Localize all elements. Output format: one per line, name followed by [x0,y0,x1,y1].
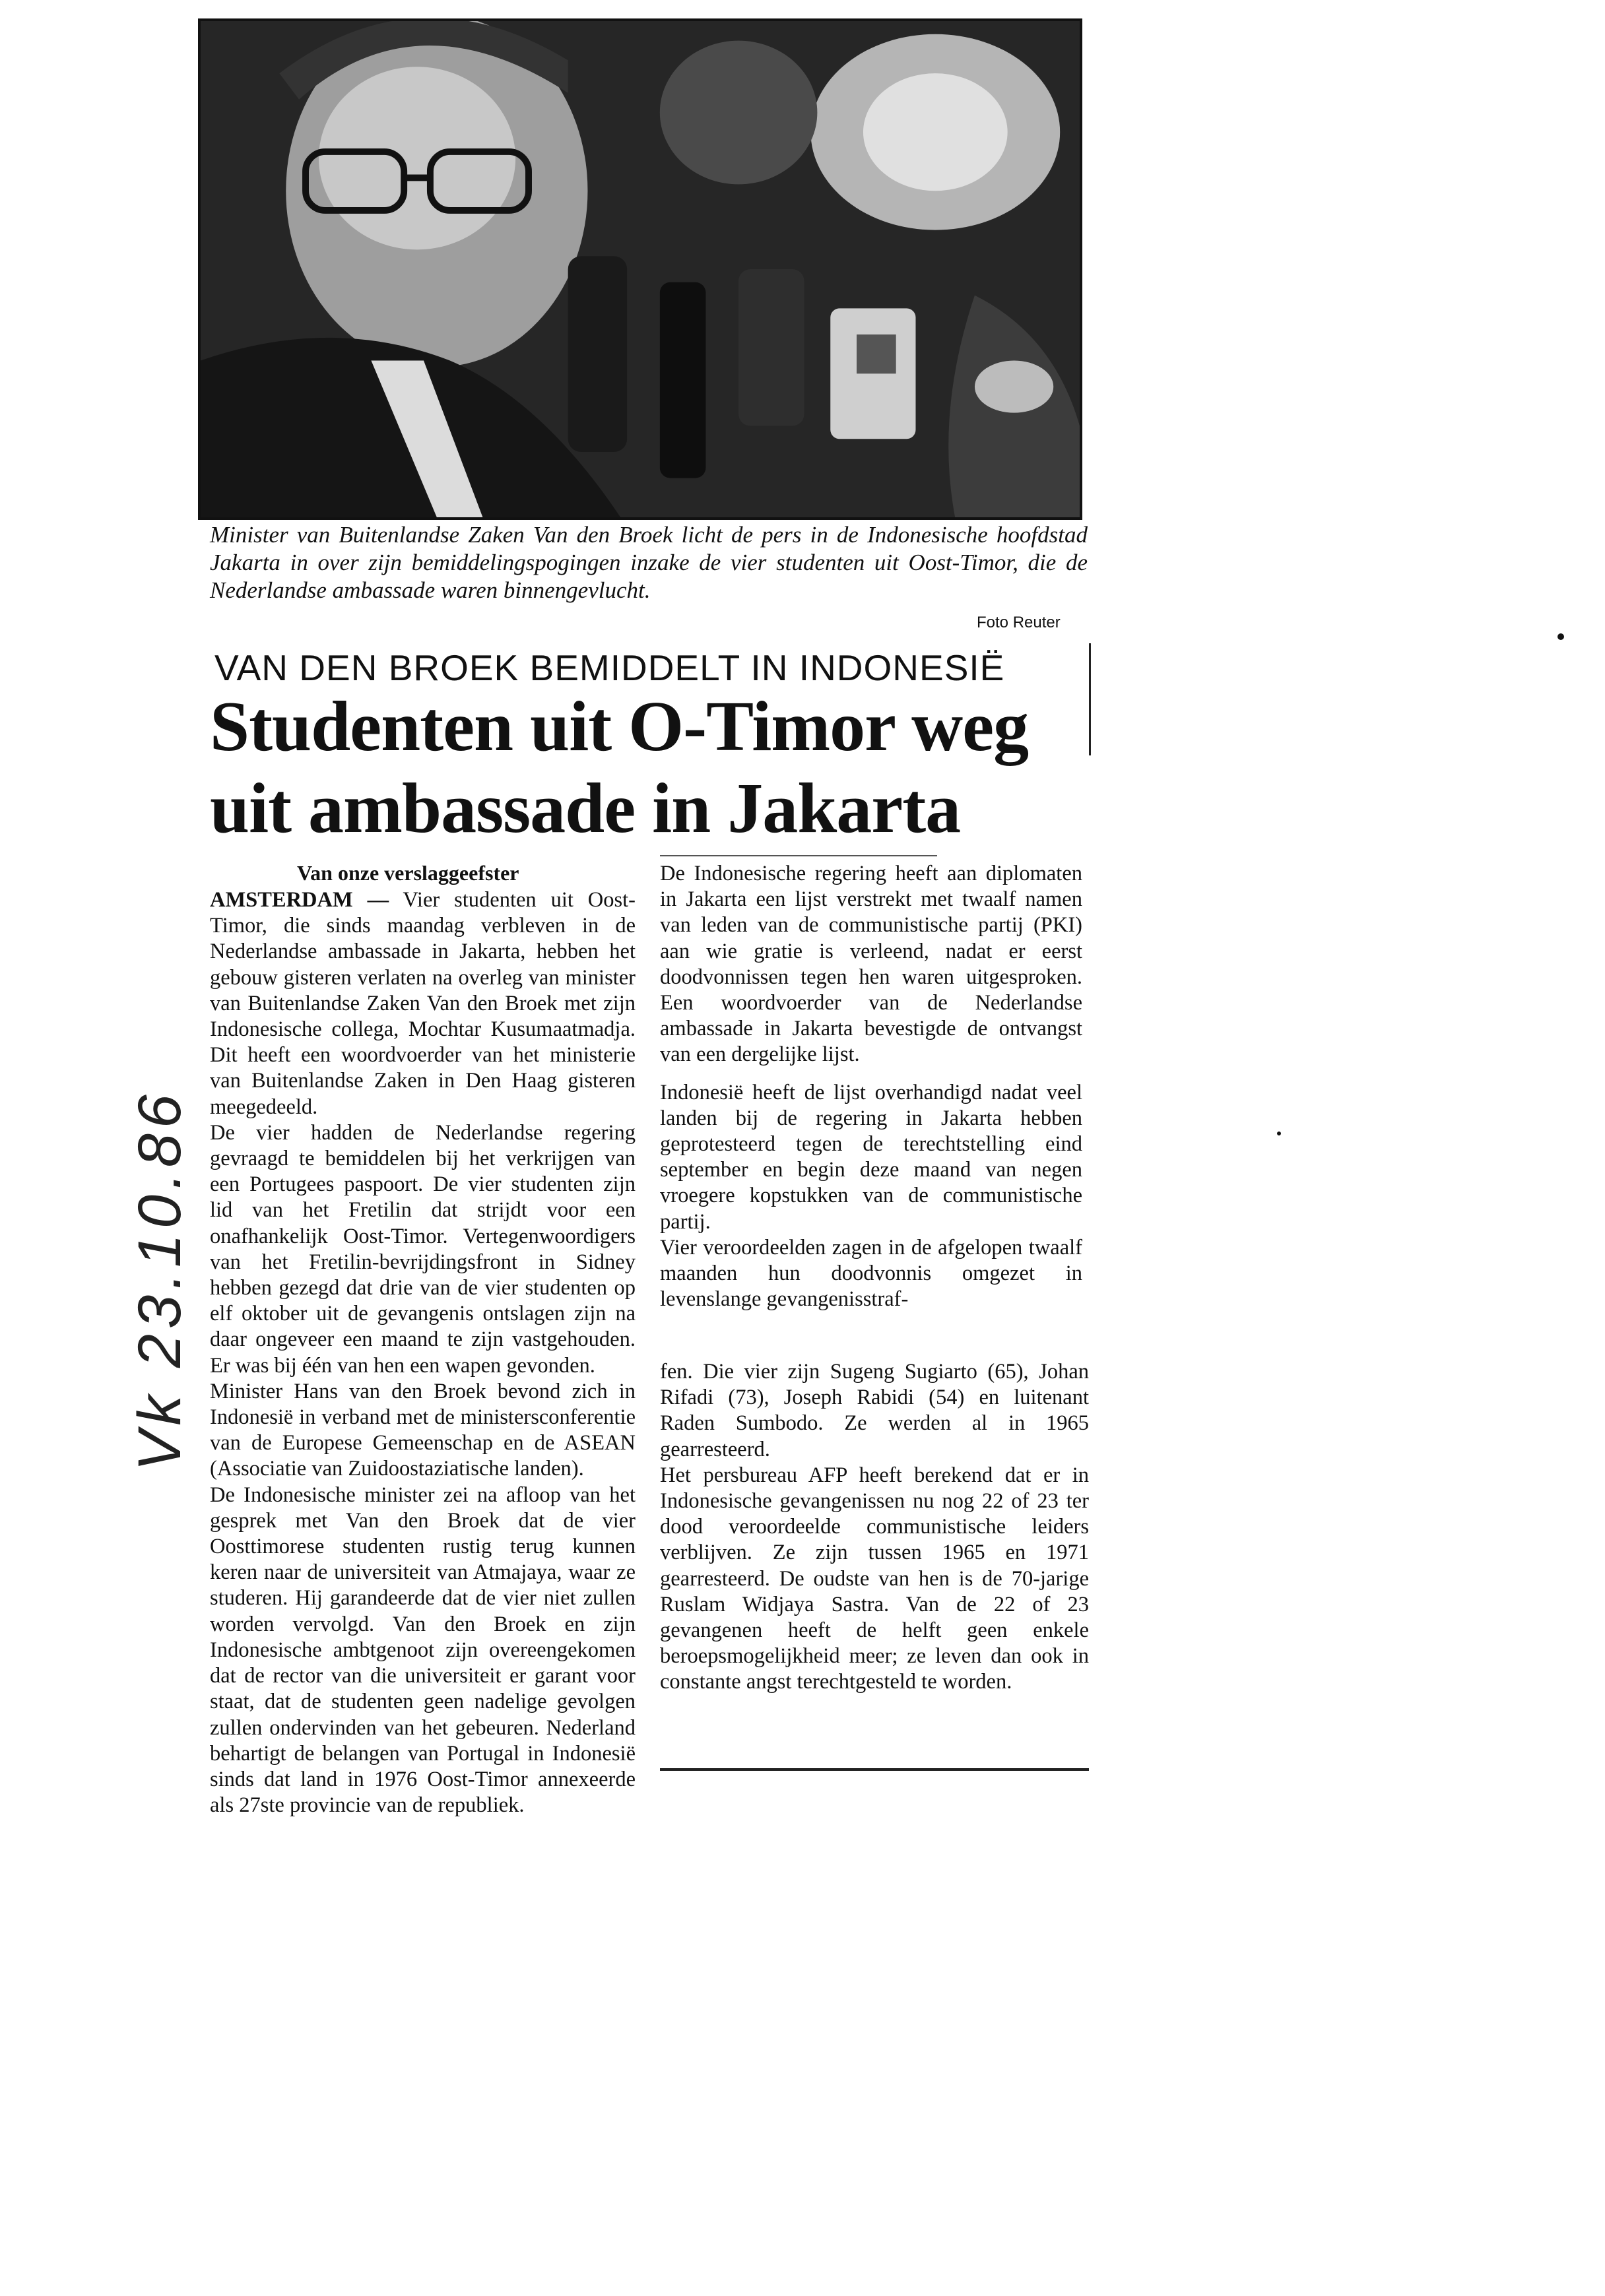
caption-text: Minister van Buitenlandse Zaken Van den Broek licht de pers in de Indonesische hoofdstad Jakarta in over zijn bemiddelingspogingen inzake de vier studenten uit Oost-Timor, die de Nederlandse ambassade waren binnengevlucht. [210,522,1088,603]
handwritten-margin-note [99,1069,218,1478]
paragraph: Vier veroordeelden zagen in de afgelopen twaalf maanden hun doodvonnis omgezet in levenslange gevangenisstraf- [660,1235,1082,1312]
headline-line-2: uit ambassade in Jakarta [210,769,961,848]
column-top-rule [660,855,937,856]
paragraph: Het persbureau AFP heeft berekend dat er in Indonesische gevangenissen nu nog 22 of 23 ter dood veroordeelde communistische leiders verblijven. Ze zijn tussen 1965 en 1971 gearresteerd. De oudste van hen is de 70-jarige Ruslam Widjaya Sastra. Van de 22 of 23 gevangenen heeft de helft geen enkele beroepsmogelijkheid meer; ze leven dan ook in constante angst terechtgesteld te worden. [660,1463,1089,1694]
headline-line-1: Studenten uit O-Timor weg [210,687,1029,766]
article-column-right-top [660,861,1082,1312]
article-headline [210,686,1094,850]
paragraph: De vier hadden de Nederlandse regering gevraagd te bemiddelen bij het verkrijgen van een Portugees paspoort. De vier studenten zijn lid van het Fretilin dat strijdt voor een onafhankelijk Oost-Timor. Vertegenwoordigers van het Fretilin-bevrijdingsfront in Sidney hebben gezegd dat drie van de vier studenten op elf oktober uit de gevangenis ontslagen zijn na daar ongeveer een maand te zijn vastgehouden. Er was bij één van hen een wapen gevonden. [210,1120,636,1378]
paragraph-text: Vier studenten uit Oost-Timor, die sinds maandag verbleven in de Nederlandse ambassade in Jakarta, hebben het gebouw gisteren verlaten na overleg van minister van Buitenlandse Zaken Van den Broek met zijn Indonesische collega, Mochtar Kusumaatmadja. Dit heeft een woordvoerder van het ministerie van Buitenlandse Zaken in Den Haag gisteren meegedeeld. [210,888,636,1119]
scan-speck [1557,633,1564,640]
article-dateline: AMSTERDAM — [210,888,389,912]
article-column-left [210,887,636,1818]
column-bottom-rule [660,1768,1089,1771]
paragraph: De Indonesische regering heeft aan diplomaten in Jakarta een lijst verstrekt met twaalf namen van leden van de communistische partij (PKI) aan wie gratie is verleend, nadat er eerst doodvonnissen tegen hen waren uitgesproken. Een woordvoerder van de Nederlandse ambassade in Jakarta bevestigde de ontvangst van een dergelijke lijst. [660,862,1082,1067]
margin-note-text: Vk 23.10.86 [126,1089,193,1471]
photo-caption [210,521,1088,604]
paragraph [210,887,636,1120]
portrait-photo-icon [201,21,1080,517]
article-column-right-bottom [660,1359,1089,1696]
scan-speck [1277,1132,1281,1135]
article-kicker: VAN DEN BROEK BEMIDDELT IN INDONESIË [214,647,1005,688]
article-byline: Van onze verslaggeefster [297,861,519,885]
paragraph: Indonesië heeft de lijst overhandigd nadat veel landen bij de regering in Jakarta hebben geprotesteerd tegen de terechtstelling eind september en begin deze maand van negen vroegere kopstukken van de communistische partij. [660,1080,1082,1234]
paragraph: Minister Hans van den Broek bevond zich in Indonesië in verband met de ministersconferentie van de Europese Gemeenschap en de ASEAN (Associatie van Zuidoostaziatische landen). [210,1379,636,1481]
article-photo [198,18,1082,520]
photo-credit: Foto Reuter [977,614,1061,631]
paragraph: De Indonesische minister zei na afloop van het gesprek met Van den Broek dat de vier Oosttimorese studenten rustig terug kunnen keren naar de universiteit van Atmajaya, waar ze studeren. Hij garandeerde dat de vier niet zullen worden vervolgd. Van den Broek en zijn Indonesische ambtgenoot zijn overeengekomen dat de rector van die universiteit er garant voor staat, dat de studenten geen nadelige gevolgen zullen ondervinden van het gebeuren. Nederland behartigt de belangen van Portugal in Indonesië sinds dat land in 1976 Oost-Timor annexeerde als 27ste provincie van de republiek. [210,1483,636,1818]
paragraph: fen. Die vier zijn Sugeng Sugiarto (65), Johan Rifadi (73), Joseph Rabidi (54) en luitenant Raden Sumbodo. Ze werden al in 1965 gearresteerd. [660,1360,1089,1461]
headline-side-rule [1089,643,1091,755]
